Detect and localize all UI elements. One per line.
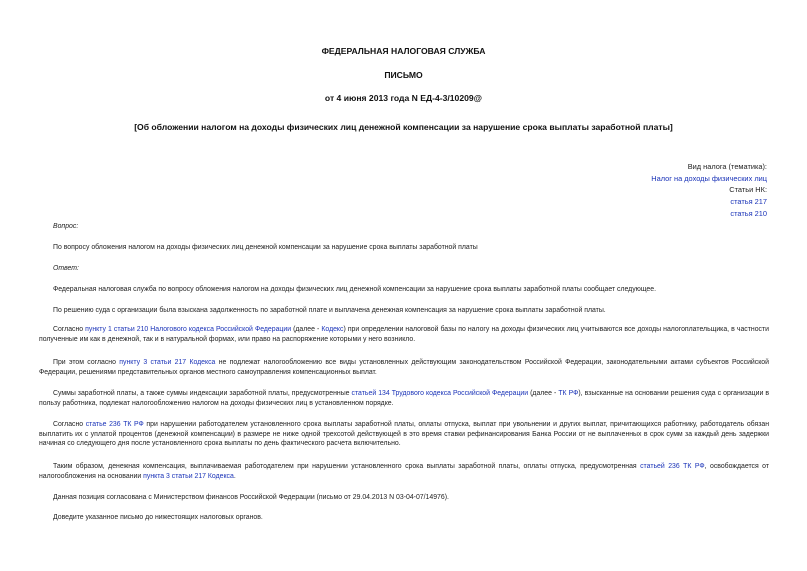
- link-code[interactable]: Кодекс: [321, 326, 344, 333]
- link-article-217-p3[interactable]: пункту 3 статьи 217 Кодекса: [119, 359, 216, 366]
- answer-label: Ответ:: [53, 265, 79, 272]
- link-tk-rf[interactable]: ТК РФ: [558, 390, 579, 397]
- link-article-236-tk-2[interactable]: статьей 236 ТК РФ: [640, 463, 705, 470]
- link-article-217-p3-2[interactable]: пункта 3 статьи 217 Кодекса: [143, 472, 234, 480]
- tax-info-panel: [651, 161, 767, 220]
- article-210-link[interactable]: статья 210: [730, 208, 767, 218]
- paragraph-1: Федеральная налоговая служба по вопросу обложения налогом на доходы физических лиц денежной компенсации за нарушение срока выплаты заработной платы сообщает следующее.: [53, 286, 656, 293]
- paragraph-5: Суммы заработной платы, а также суммы индексации заработной платы, предусмотренные статьей 134 Трудового кодекса Российской Федерации (далее - ТК РФ), взысканные на основании решения суда с организации в пользу работника, подлежат налогообложению налогом на доходы физических лиц в установленном порядке.: [39, 390, 769, 407]
- question-label: Вопрос:: [53, 223, 79, 230]
- link-article-210-nk[interactable]: пункту 1 статьи 210 Налогового кодекса Российской Федерации: [85, 326, 292, 333]
- tax-type-label: Вид налога (тематика):: [687, 162, 767, 171]
- link-article-236-tk[interactable]: статье 236 ТК РФ: [85, 421, 144, 428]
- link-article-134-tk[interactable]: статьей 134 Трудового кодекса Российской Федерации: [351, 390, 529, 397]
- articles-label: Статьи НК:: [729, 185, 767, 195]
- doc-date-number: от 4 июня 2013 года N ЕД-4-3/10209@: [324, 93, 483, 103]
- tax-type-link[interactable]: Налог на доходы физических лиц: [651, 173, 767, 183]
- doc-type: ПИСЬМО: [384, 70, 423, 80]
- doc-subject: [Об обложении налогом на доходы физических лиц денежной компенсации за нарушение срока выплаты заработной платы]: [134, 122, 673, 132]
- article-217-link[interactable]: статья 217: [730, 197, 767, 207]
- paragraph-9: Доведите указанное письмо до нижестоящих налоговых органов.: [53, 514, 263, 521]
- paragraph-8: Данная позиция согласована с Министерством финансов Российской Федерации (письмо от 29.04.2013 N 03-04-07/14976).: [53, 494, 449, 501]
- agency-title: ФЕДЕРАЛЬНАЯ НАЛОГОВАЯ СЛУЖБА: [321, 46, 486, 56]
- paragraph-4: При этом согласно пункту 3 статьи 217 Кодекса не подлежат налогообложению все виды установленных действующим законодательством Российской Федерации, законодательными актами субъектов Российской Федерации, решениями представительных органов местного самоуправления компенсационных выплат.: [39, 359, 769, 376]
- paragraph-7: Таким образом, денежная компенсация, выплачиваемая работодателем при нарушении установленного срока выплаты заработной платы, оплаты отпуска, предусмотренная статьей 236 ТК РФ, освобождается от налогообложения на основании пункта 3 статьи 217 Кодекса.: [39, 463, 769, 480]
- paragraph-2: По решению суда с организации была взыскана задолженность по заработной плате и выплачена денежная компенсация за нарушение срока выплаты заработной платы.: [53, 307, 606, 314]
- paragraph-3: Согласно пункту 1 статьи 210 Налогового кодекса Российской Федерации (далее - Кодекс) при определении налоговой базы по налогу на доходы физических лиц учитываются все доходы налогоплательщика, в частности полученные им как в денежной, так и в натуральной формах, или право на распоряжение которыми у него возникло.: [39, 326, 769, 343]
- question-text: По вопросу обложения налогом на доходы физических лиц денежной компенсации за нарушение срока выплаты заработной платы: [53, 244, 478, 251]
- paragraph-6: Согласно статье 236 ТК РФ при нарушении работодателем установленного срока выплаты заработной платы, оплаты отпуска, выплат при увольнении и других выплат, причитающихся работнику, работодатель обязан выплатить их с уплатой процентов (денежной компенсации) в размере не ниже одной трехсотой действующей в это время ставки рефинансирования Банка России от не выплаченных в срок сумм за каждый день задержки начиная со следующего дня после установленного срока выплаты по день фактического расчета включительно.: [39, 421, 769, 448]
